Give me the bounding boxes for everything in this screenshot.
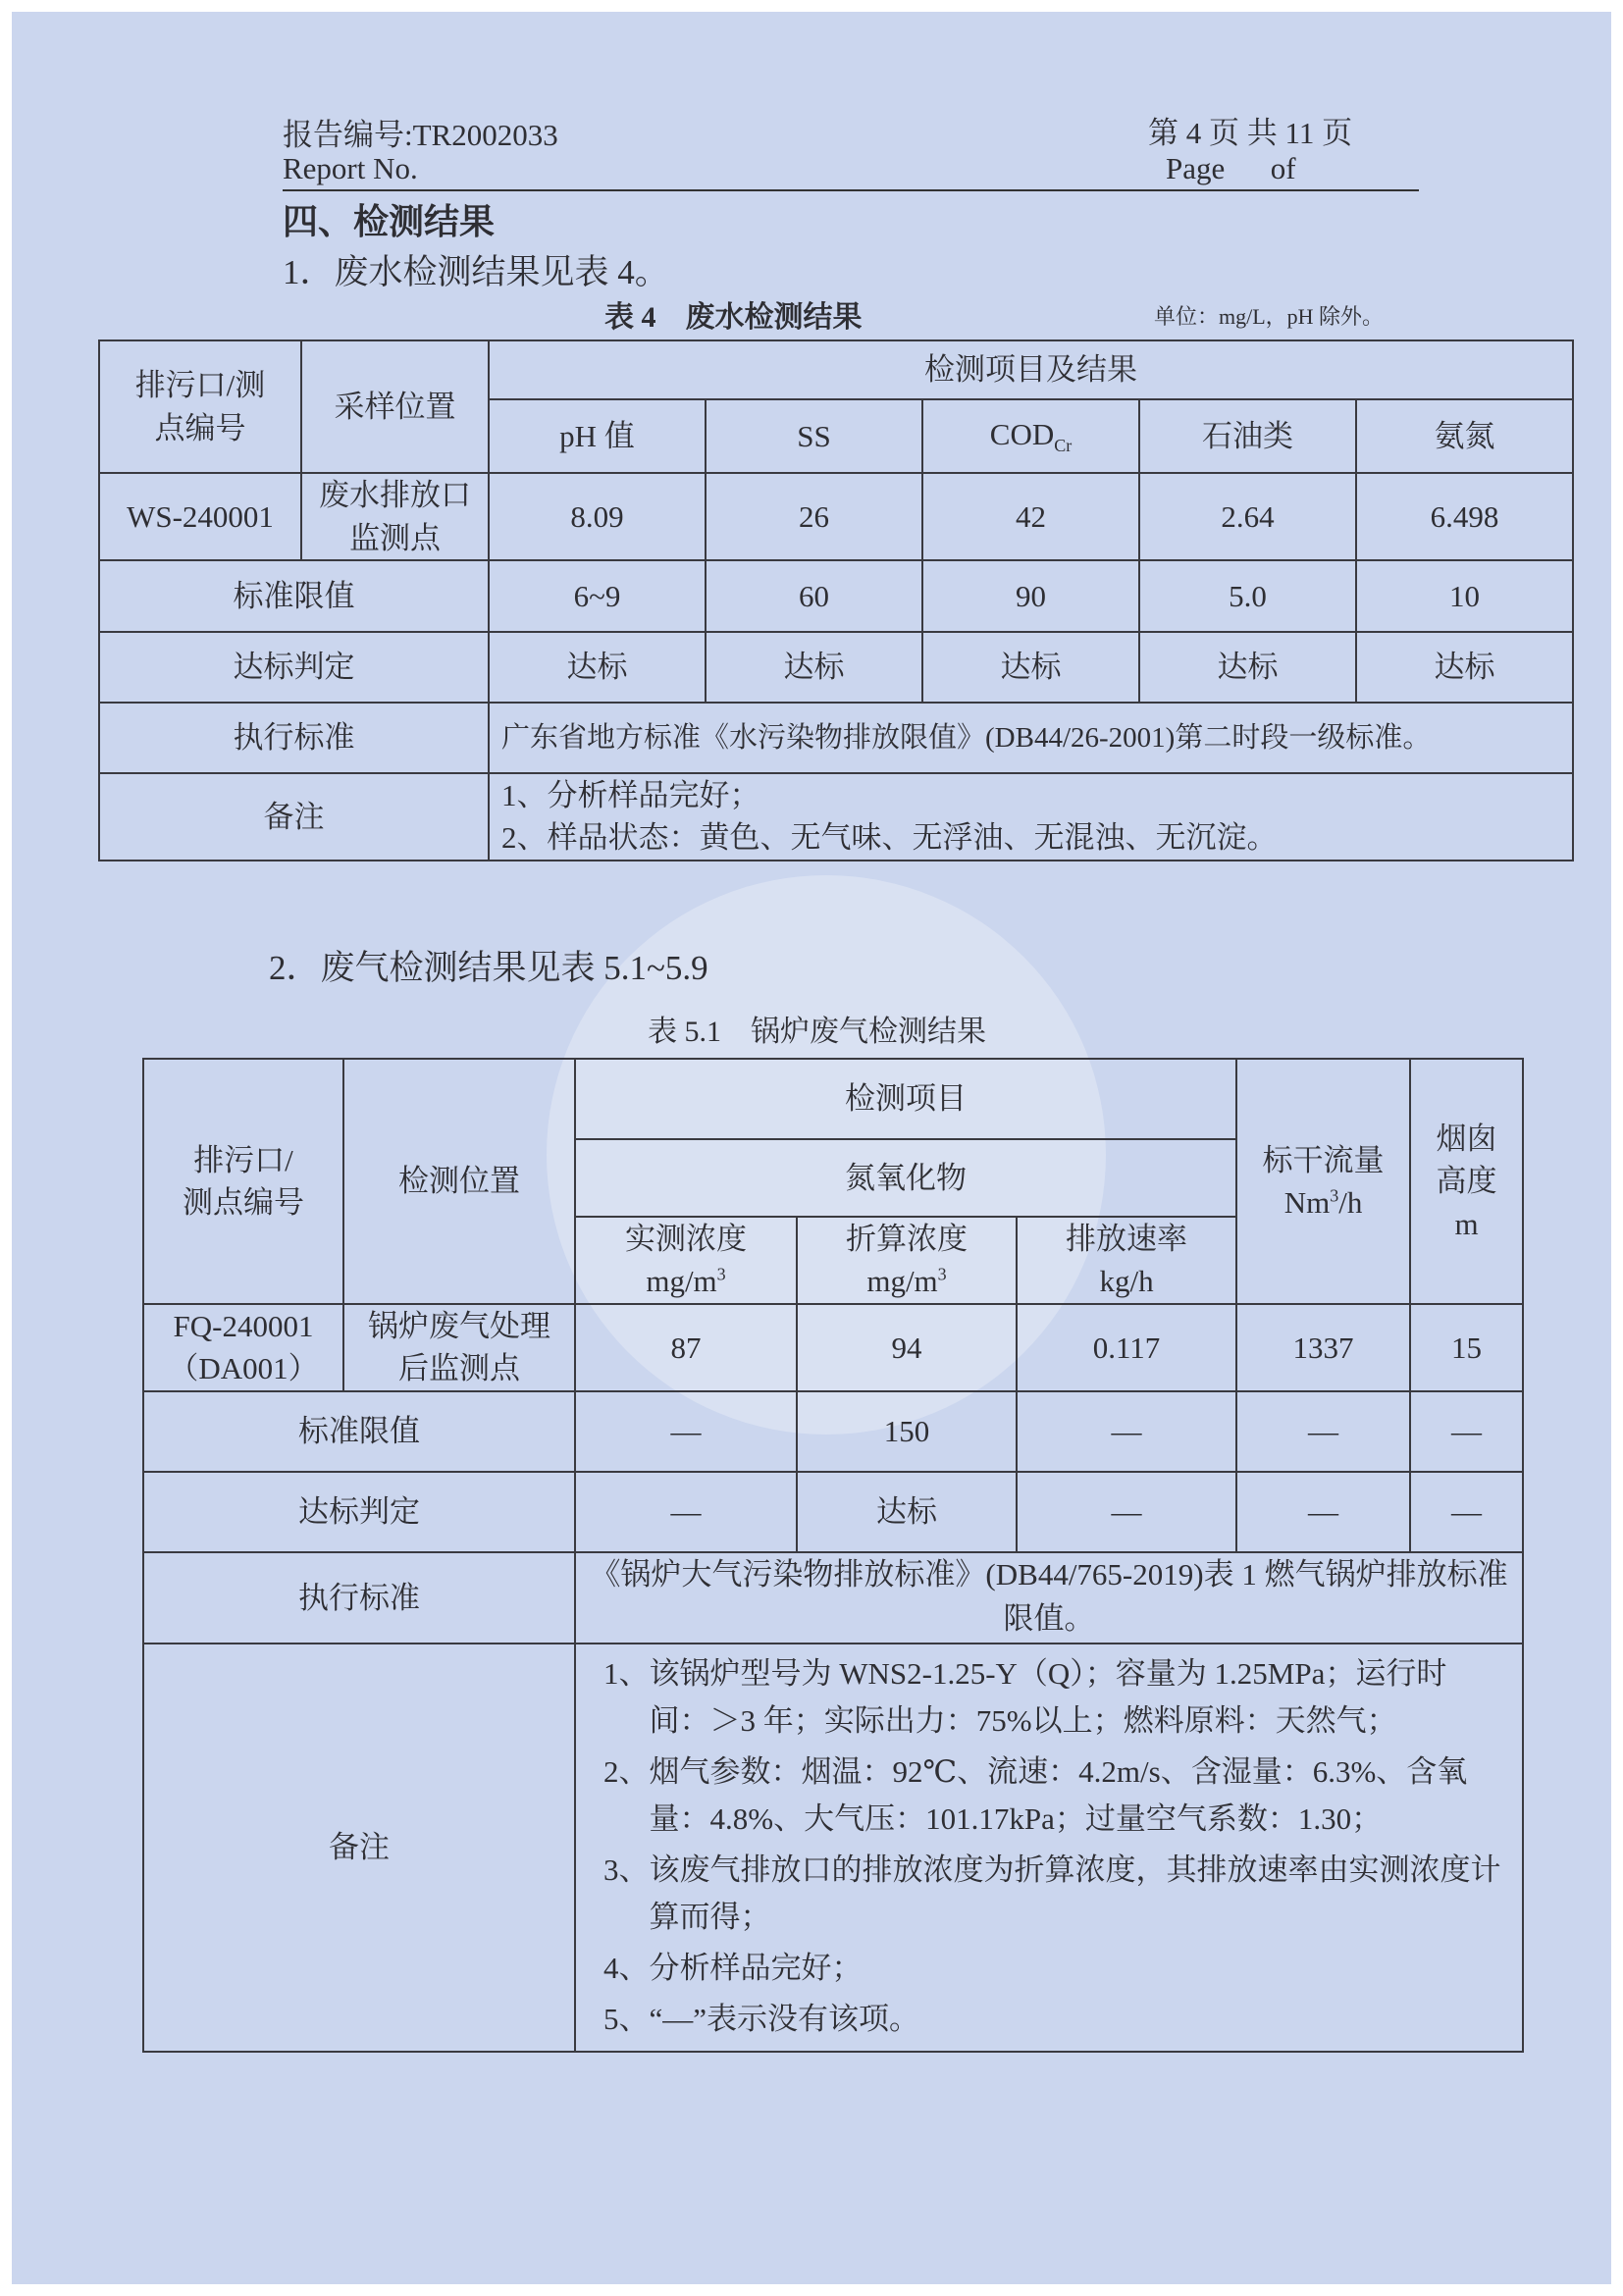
note-text: 分析样品完好； [649, 1951, 863, 1986]
judge-value: — [1017, 1472, 1236, 1552]
table-row [99, 473, 1573, 560]
converted-label: 折算浓度 [846, 1222, 968, 1256]
monitor-location: 锅炉废气处理后监测点 [343, 1304, 575, 1391]
limit-value: 60 [706, 560, 922, 632]
header-location: 检测位置 [343, 1059, 575, 1304]
flow-unit: Nm [1283, 1184, 1331, 1220]
superscript: 3 [1330, 1185, 1339, 1206]
cod-label: COD [989, 417, 1055, 452]
unit: kg/h [1099, 1264, 1154, 1299]
note-item [603, 1847, 1506, 1941]
col-ss: SS [706, 399, 922, 473]
page-number-en: Page of [1166, 151, 1296, 185]
notes-text [575, 1644, 1523, 2052]
report-number [283, 110, 558, 154]
value-flow: 1337 [1236, 1304, 1410, 1391]
subsection-exhaust: 2．废气检测结果见表 5.1~5.9 [269, 949, 708, 987]
header-items: 检测项目及结果 [489, 340, 1573, 399]
judge-value: — [1410, 1472, 1523, 1552]
outlet-id: WS-240001 [99, 473, 301, 560]
value-ss: 26 [706, 473, 922, 560]
note-number: 5、 [603, 2002, 650, 2037]
judge-label: 达标判定 [99, 632, 489, 703]
judge-label: 达标判定 [143, 1472, 575, 1552]
note-text: “—”表示没有该项。 [649, 2002, 920, 2037]
note-text: 该废气排放口的排放浓度为折算浓度，其排放速率由实测浓度计算而得； [649, 1852, 1501, 1935]
note-item [603, 1650, 1506, 1745]
col-ph: pH 值 [489, 399, 706, 473]
judge-row [99, 632, 1573, 703]
header-nox: 氮氧化物 [575, 1139, 1236, 1217]
limit-row [99, 560, 1573, 632]
cod-subscript: Cr [1054, 436, 1073, 456]
unit: mg/m [646, 1264, 717, 1299]
outlet-id [143, 1304, 343, 1391]
page-number-cn: 第 4 页 共 11 页 [1148, 116, 1353, 150]
limit-value: 6~9 [489, 560, 706, 632]
exhaust-table [142, 1058, 1524, 2053]
notes-text [489, 773, 1573, 861]
judge-value: 达标 [1139, 632, 1356, 703]
header-flow [1236, 1059, 1410, 1304]
limit-value: — [1017, 1391, 1236, 1472]
header-rate [1017, 1217, 1236, 1304]
header-outlet: 排污口/测点编号 [99, 340, 301, 473]
value-ammonia: 6.498 [1356, 473, 1573, 560]
superscript: 3 [937, 1265, 947, 1285]
sampling-location: 废水排放口监测点 [301, 473, 489, 560]
value-measured: 87 [575, 1304, 797, 1391]
note-number: 4、 [603, 1951, 650, 1986]
header-outlet: 排污口/测点编号 [143, 1059, 343, 1304]
judge-value: — [1236, 1472, 1410, 1552]
limit-value: 5.0 [1139, 560, 1356, 632]
value-converted: 94 [797, 1304, 1017, 1391]
col-ammonia: 氨氮 [1356, 399, 1573, 473]
judge-value: 达标 [489, 632, 706, 703]
note-text: 烟气参数：烟温：92℃、流速：4.2m/s、含湿量：6.3%、含氧量：4.8%、大气压：101.17kPa；过量空气系数：1.30； [649, 1753, 1468, 1836]
limit-value: 10 [1356, 560, 1573, 632]
judge-value: — [575, 1472, 797, 1552]
header-measured [575, 1217, 797, 1304]
limit-label: 标准限值 [99, 560, 489, 632]
limit-label: 标准限值 [143, 1391, 575, 1472]
superscript: 3 [716, 1265, 726, 1285]
flow-label: 标干流量 [1262, 1142, 1385, 1177]
notes-label: 备注 [143, 1644, 575, 2052]
limit-value: — [1236, 1391, 1410, 1472]
table4-title: 表 4 废水检测结果 [604, 301, 863, 334]
col-petroleum: 石油类 [1139, 399, 1356, 473]
report-no-label: 报告编号: [283, 118, 413, 152]
standard-text: 广东省地方标准《水污染物排放限值》(DB44/26-2001)第二时段一级标准。 [489, 703, 1573, 773]
judge-value: 达标 [706, 632, 922, 703]
report-no-en: Report No. [283, 151, 418, 185]
judge-value: 达标 [797, 1472, 1017, 1552]
subsection-wastewater: 1．废水检测结果见表 4。 [283, 253, 669, 291]
header-divider [283, 189, 1419, 191]
height-label: 烟囱高度 [1436, 1121, 1497, 1199]
table51-title: 表 5.1 锅炉废气检测结果 [648, 1016, 986, 1048]
limit-row [143, 1391, 1523, 1472]
note-number: 1、 [603, 1655, 650, 1691]
judge-value: 达标 [922, 632, 1139, 703]
measured-label: 实测浓度 [625, 1222, 747, 1256]
note-item [603, 1996, 1506, 2043]
header-items: 检测项目 [575, 1059, 1236, 1139]
table-row [143, 1304, 1523, 1391]
note-number: 2、 [603, 1753, 650, 1789]
rate-label: 排放速率 [1066, 1222, 1188, 1256]
note-item: 1、分析样品完好； [501, 778, 760, 812]
section-title: 四、检测结果 [283, 202, 496, 241]
judge-value: 达标 [1356, 632, 1573, 703]
notes-label: 备注 [99, 773, 489, 861]
outlet-id-value: FQ-240001 [173, 1308, 314, 1343]
note-item: 2、样品状态：黄色、无气味、无浮油、无混浊、无沉淀。 [501, 820, 1278, 856]
report-page [12, 12, 1611, 2284]
standard-label: 执行标准 [143, 1552, 575, 1644]
col-cod [922, 399, 1139, 473]
value-ph: 8.09 [489, 473, 706, 560]
flow-unit-suffix: /h [1338, 1184, 1363, 1220]
value-height: 15 [1410, 1304, 1523, 1391]
limit-value: — [575, 1391, 797, 1472]
height-unit: m [1454, 1206, 1479, 1241]
outlet-code: （DA001） [168, 1351, 319, 1386]
limit-value: — [1410, 1391, 1523, 1472]
limit-value: 90 [922, 560, 1139, 632]
header-location: 采样位置 [301, 340, 489, 473]
judge-row [143, 1472, 1523, 1552]
unit: mg/m [866, 1264, 938, 1299]
note-text: 该锅炉型号为 WNS2-1.25-Y（Q）；容量为 1.25MPa；运行时间：＞3 年；实际出力：75%以上；燃料原料：天然气； [649, 1655, 1447, 1738]
table4-unit: 单位：mg/L，pH 除外。 [1154, 304, 1385, 329]
report-no-value: TR2002033 [412, 118, 558, 152]
value-petroleum: 2.64 [1139, 473, 1356, 560]
value-rate: 0.117 [1017, 1304, 1236, 1391]
header-converted [797, 1217, 1017, 1304]
header-height [1410, 1059, 1523, 1304]
limit-value: 150 [797, 1391, 1017, 1472]
value-cod: 42 [922, 473, 1139, 560]
standard-label: 执行标准 [99, 703, 489, 773]
note-number: 3、 [603, 1852, 650, 1887]
standard-text: 《锅炉大气污染物排放标准》(DB44/765-2019)表 1 燃气锅炉排放标准限值。 [575, 1552, 1523, 1644]
wastewater-table [98, 339, 1574, 861]
note-item [603, 1945, 1506, 1992]
note-item [603, 1748, 1506, 1843]
